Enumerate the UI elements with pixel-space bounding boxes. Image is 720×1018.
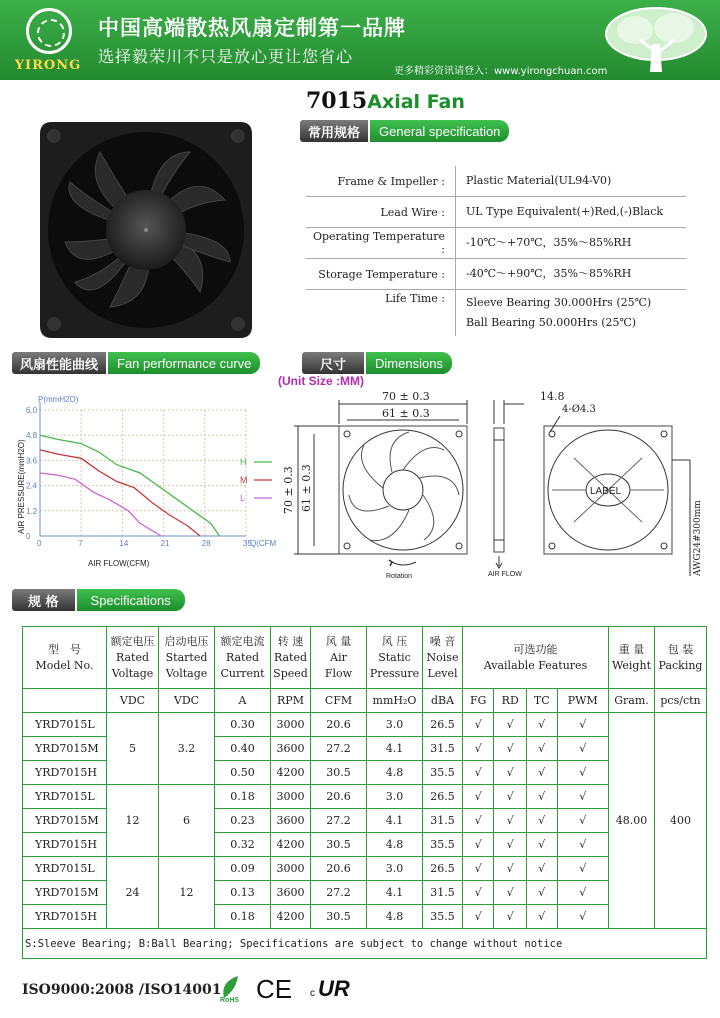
unit-cell: VDC (107, 689, 159, 713)
feature-check-cell: √ (463, 809, 494, 833)
header-en: Voltage (111, 666, 154, 680)
fan-logo-icon (26, 8, 72, 54)
spec-value: -40℃～+90℃，35%～85%RH (466, 267, 632, 280)
model-cell: YRD7015L (23, 857, 107, 881)
flow-cell: 27.2 (311, 881, 367, 905)
spec-row-storage-temp (306, 259, 686, 290)
rated-voltage-cell: 24 (107, 857, 159, 929)
dimension-drawing (284, 380, 714, 580)
header-slogan: 选择毅荣川不只是放心更让您省心 (98, 47, 354, 66)
x-tick-label: 21 (160, 539, 170, 548)
header-en: Level (427, 666, 458, 680)
pressure-cell: 4.8 (367, 833, 423, 857)
holes-dimension: 4-Ø4.3 (562, 404, 596, 415)
flow-cell: 30.5 (311, 761, 367, 785)
general-spec-table (306, 166, 686, 336)
header-en: Static (378, 650, 411, 664)
current-cell: 0.18 (215, 905, 271, 929)
specifications-tag (12, 589, 185, 611)
product-title (306, 88, 465, 114)
header-model (23, 627, 107, 689)
speed-cell: 3600 (271, 737, 311, 761)
x-unit-label: Q(CFM (250, 539, 277, 548)
legend-label-l: L (240, 493, 246, 503)
x-axis-label: AIR FLOW(CFM) (88, 559, 150, 568)
pressure-cell: 3.0 (367, 785, 423, 809)
y-tick-label: 1.2 (26, 506, 38, 516)
unit-cell: CFM (311, 689, 367, 713)
unit-cell: mmH₂O (367, 689, 423, 713)
general-spec-tag-cn: 常用规格 (300, 120, 368, 142)
y-tick-label: 2.4 (26, 481, 38, 491)
feature-check-cell: √ (526, 785, 557, 809)
speed-cell: 3000 (271, 713, 311, 737)
header-air-flow (311, 627, 367, 689)
dimensions-tag (302, 352, 452, 374)
header-cn: 转 速 (277, 634, 304, 648)
header-en: Rated (115, 650, 150, 664)
unit-cell: PWM (557, 689, 609, 713)
header-cn: 型 号 (48, 642, 81, 656)
header-en: Current (220, 666, 265, 680)
header-cn: 重 量 (618, 642, 645, 656)
unit-cell: VDC (159, 689, 215, 713)
feature-check-cell: √ (463, 713, 494, 737)
current-cell: 0.32 (215, 833, 271, 857)
current-cell: 0.40 (215, 737, 271, 761)
general-spec-tag (300, 120, 509, 142)
x-tick-label: 35 (243, 539, 252, 548)
speed-cell: 3600 (271, 881, 311, 905)
model-cell: YRD7015H (23, 761, 107, 785)
speed-cell: 3600 (271, 809, 311, 833)
noise-cell: 31.5 (423, 737, 463, 761)
pressure-cell: 4.1 (367, 881, 423, 905)
website-link[interactable]: 更多精彩资讯请登入：www.yirongchuan.com (394, 66, 608, 77)
dimensions-tag-cn: 尺寸 (302, 352, 364, 374)
header-en: Voltage (165, 666, 208, 680)
header-en: Packing (658, 658, 703, 672)
flow-cell: 30.5 (311, 905, 367, 929)
header-en: Started (165, 650, 208, 664)
ul-recognized-logo (308, 974, 354, 1002)
table-row (23, 713, 707, 737)
header-cn: 噪 音 (429, 634, 456, 648)
unit-cell: pcs/ctn (655, 689, 707, 713)
header-packing (655, 627, 707, 689)
feature-check-cell: √ (526, 833, 557, 857)
ul-text: UR (318, 976, 350, 1001)
header-cn: 启动电压 (164, 634, 209, 648)
width-dimension: 70 ± 0.3 (382, 390, 430, 403)
spec-value: Plastic Material(UL94-V0) (466, 174, 612, 187)
spec-value: UL Type Equivalent(+)Red,(-)Black (466, 205, 664, 218)
feature-check-cell: √ (494, 809, 527, 833)
x-tick-label: 0 (37, 539, 42, 548)
feature-check-cell: √ (526, 713, 557, 737)
feature-check-cell: √ (463, 905, 494, 929)
ce-logo (256, 974, 296, 1002)
series-line-m (40, 450, 200, 536)
spec-value: -10℃～+70℃，35%～85%RH (466, 236, 632, 249)
feature-check-cell: √ (494, 713, 527, 737)
feature-check-cell: √ (557, 809, 609, 833)
spec-row-life-time (306, 290, 686, 336)
feature-check-cell: √ (557, 761, 609, 785)
iso-certification: ISO9000:2008 /ISO14001 (22, 982, 222, 998)
noise-cell: 35.5 (423, 833, 463, 857)
feature-check-cell: √ (463, 833, 494, 857)
pressure-cell: 4.8 (367, 905, 423, 929)
header-noise-level (423, 627, 463, 689)
header-cn: 包 装 (667, 642, 694, 656)
feature-check-cell: √ (494, 737, 527, 761)
speed-cell: 4200 (271, 761, 311, 785)
specifications-tag-cn: 规 格 (12, 589, 75, 611)
general-spec-tag-en: General specification (370, 120, 509, 142)
feature-check-cell: √ (526, 905, 557, 929)
unit-size-label: (Unit Size :MM) (278, 374, 364, 388)
page-header (0, 0, 720, 80)
ce-text: CE (256, 974, 293, 1004)
legend-label-h: H (240, 457, 247, 467)
current-cell: 0.09 (215, 857, 271, 881)
model-cell: YRD7015M (23, 809, 107, 833)
fan-photo (40, 122, 252, 338)
rohs-logo (216, 972, 248, 1004)
header-started-voltage (159, 627, 215, 689)
feature-check-cell: √ (557, 881, 609, 905)
header-en: Air (330, 650, 347, 664)
specifications-tag-en: Specifications (77, 589, 185, 611)
noise-cell: 26.5 (423, 713, 463, 737)
table-note: S:Sleeve Bearing; B:Ball Bearing; Specifications are subject to change without notice (23, 929, 707, 959)
unit-cell: Gram. (609, 689, 655, 713)
noise-cell: 35.5 (423, 905, 463, 929)
sleeve-bearing-life: Sleeve Bearing 30.000Hrs (25℃) (466, 296, 652, 309)
rated-voltage-cell: 5 (107, 713, 159, 785)
speed-cell: 3000 (271, 785, 311, 809)
note-row (23, 929, 707, 959)
header-rated-current (215, 627, 271, 689)
spec-label: Storage Temperature : (306, 259, 456, 289)
units-row (23, 689, 707, 713)
feature-check-cell: √ (494, 857, 527, 881)
air-flow-label: AIR FLOW (488, 571, 522, 578)
feature-check-cell: √ (557, 857, 609, 881)
spec-row-lead-wire (306, 197, 686, 228)
hole-spacing-v-dimension: 61 ± 0.3 (300, 464, 313, 512)
unit-cell: RD (494, 689, 527, 713)
started-voltage-cell: 12 (159, 857, 215, 929)
dimensions-tag-en: Dimensions (366, 352, 452, 374)
spec-row-frame (306, 166, 686, 197)
spec-row-operating-temp (306, 228, 686, 259)
unit-cell: TC (526, 689, 557, 713)
header-rated-speed (271, 627, 311, 689)
noise-cell: 26.5 (423, 857, 463, 881)
spec-label: Lead Wire : (306, 197, 456, 227)
feature-check-cell: √ (463, 761, 494, 785)
weight-cell: 48.00 (609, 713, 655, 929)
header-en: Available Features (483, 658, 588, 672)
flow-cell: 27.2 (311, 809, 367, 833)
header-cn: 额定电流 (220, 634, 265, 648)
pressure-cell: 4.8 (367, 761, 423, 785)
table-row (23, 785, 707, 809)
speed-cell: 4200 (271, 905, 311, 929)
thickness-dimension: 14.8 (540, 390, 565, 403)
feature-check-cell: √ (463, 857, 494, 881)
performance-chart (14, 396, 284, 572)
logo-text: YIRONG (14, 58, 82, 73)
specifications-body (23, 689, 707, 959)
unit-cell: FG (463, 689, 494, 713)
model-cell: YRD7015M (23, 737, 107, 761)
feature-check-cell: √ (494, 785, 527, 809)
perf-tag (12, 352, 260, 374)
unit-cell-blank (23, 689, 107, 713)
header-en: Speed (273, 666, 308, 680)
noise-cell: 26.5 (423, 785, 463, 809)
y-tick-label: 4.8 (26, 431, 38, 441)
header-cn: 可选功能 (513, 642, 558, 656)
feature-check-cell: √ (557, 833, 609, 857)
feature-check-cell: √ (494, 881, 527, 905)
header-title: 中国高端散热风扇定制第一品牌 (98, 16, 406, 40)
current-cell: 0.13 (215, 881, 271, 905)
hole-spacing-dimension: 61 ± 0.3 (382, 407, 430, 420)
header-en: Rated (273, 650, 308, 664)
header-rated-voltage (107, 627, 159, 689)
flow-cell: 20.6 (311, 785, 367, 809)
header-weight (609, 627, 655, 689)
header-static-pressure (367, 627, 423, 689)
x-tick-label: 28 (201, 539, 211, 548)
label-text: LABEL (590, 486, 622, 497)
rated-voltage-cell: 12 (107, 785, 159, 857)
current-cell: 0.50 (215, 761, 271, 785)
speed-cell: 4200 (271, 833, 311, 857)
header-en: Flow (324, 666, 353, 680)
pressure-cell: 3.0 (367, 713, 423, 737)
y-tick-label: 3.6 (26, 456, 38, 466)
feature-check-cell: √ (557, 785, 609, 809)
noise-cell: 31.5 (423, 881, 463, 905)
current-cell: 0.23 (215, 809, 271, 833)
y-tick-label: 0 (26, 532, 31, 541)
model-cell: YRD7015L (23, 713, 107, 737)
yirong-logo (8, 6, 88, 76)
header-cn: 额定电压 (110, 634, 155, 648)
y-unit-label: P(mmH2O) (38, 395, 79, 404)
feature-check-cell: √ (557, 737, 609, 761)
header-en: Model No. (35, 658, 94, 672)
feature-check-cell: √ (526, 737, 557, 761)
flow-cell: 20.6 (311, 857, 367, 881)
table-row (23, 857, 707, 881)
rotation-label: Rotation (386, 573, 413, 580)
spec-label: Life Time : (306, 290, 456, 336)
feature-check-cell: √ (526, 881, 557, 905)
model-number: 7015 (306, 88, 368, 114)
current-cell: 0.30 (215, 713, 271, 737)
feature-check-cell: √ (494, 833, 527, 857)
feature-check-cell: √ (463, 881, 494, 905)
series-line-l (40, 473, 161, 536)
x-tick-label: 14 (119, 539, 129, 548)
perf-tag-cn: 风扇性能曲线 (12, 352, 106, 374)
rohs-text: RoHS (220, 997, 240, 1004)
tree-icon (600, 4, 712, 78)
flow-cell: 20.6 (311, 713, 367, 737)
unit-cell: dBA (423, 689, 463, 713)
perf-tag-en: Fan performance curve (108, 352, 260, 374)
feature-check-cell: √ (494, 905, 527, 929)
pressure-cell: 4.1 (367, 737, 423, 761)
noise-cell: 35.5 (423, 761, 463, 785)
model-cell: YRD7015H (23, 833, 107, 857)
unit-cell: A (215, 689, 271, 713)
height-dimension: 70 ± 0.3 (282, 466, 295, 514)
model-cell: YRD7015H (23, 905, 107, 929)
header-en: Weight (612, 658, 651, 672)
y-tick-label: 6.0 (26, 406, 38, 415)
legend-label-m: M (240, 475, 248, 485)
current-cell: 0.18 (215, 785, 271, 809)
flow-cell: 27.2 (311, 737, 367, 761)
model-cell: YRD7015L (23, 785, 107, 809)
header-en: Rated (225, 650, 260, 664)
header-en: Noise (426, 650, 459, 664)
model-cell: YRD7015M (23, 881, 107, 905)
feature-check-cell: √ (494, 761, 527, 785)
wire-spec: AWG24#300mm (693, 500, 703, 576)
pressure-cell: 4.1 (367, 809, 423, 833)
header-features (463, 627, 609, 689)
pressure-cell: 3.0 (367, 857, 423, 881)
feature-check-cell: √ (557, 905, 609, 929)
x-tick-label: 7 (78, 539, 83, 548)
started-voltage-cell: 6 (159, 785, 215, 857)
feature-check-cell: √ (557, 713, 609, 737)
spec-label: Operating Temperature : (306, 228, 456, 258)
noise-cell: 31.5 (423, 809, 463, 833)
unit-cell: RPM (271, 689, 311, 713)
feature-check-cell: √ (463, 785, 494, 809)
ball-bearing-life: Ball Bearing 50.000Hrs (25℃) (466, 316, 637, 329)
feature-check-cell: √ (526, 761, 557, 785)
spec-value (456, 293, 651, 333)
started-voltage-cell: 3.2 (159, 713, 215, 785)
header-cn: 风 量 (325, 634, 352, 648)
flow-cell: 30.5 (311, 833, 367, 857)
y-axis-label: AIR PRESSURE(mmH2O) (17, 439, 26, 534)
specifications-table (22, 626, 707, 959)
svg-text:c: c (310, 988, 315, 999)
spec-label: Frame & Impeller : (306, 166, 456, 196)
product-type: Axial Fan (367, 91, 465, 113)
feature-check-cell: √ (463, 737, 494, 761)
packing-cell: 400 (655, 713, 707, 929)
header-en: Pressure (369, 666, 420, 680)
feature-check-cell: √ (526, 809, 557, 833)
feature-check-cell: √ (526, 857, 557, 881)
speed-cell: 3000 (271, 857, 311, 881)
header-cn: 风 压 (381, 634, 408, 648)
